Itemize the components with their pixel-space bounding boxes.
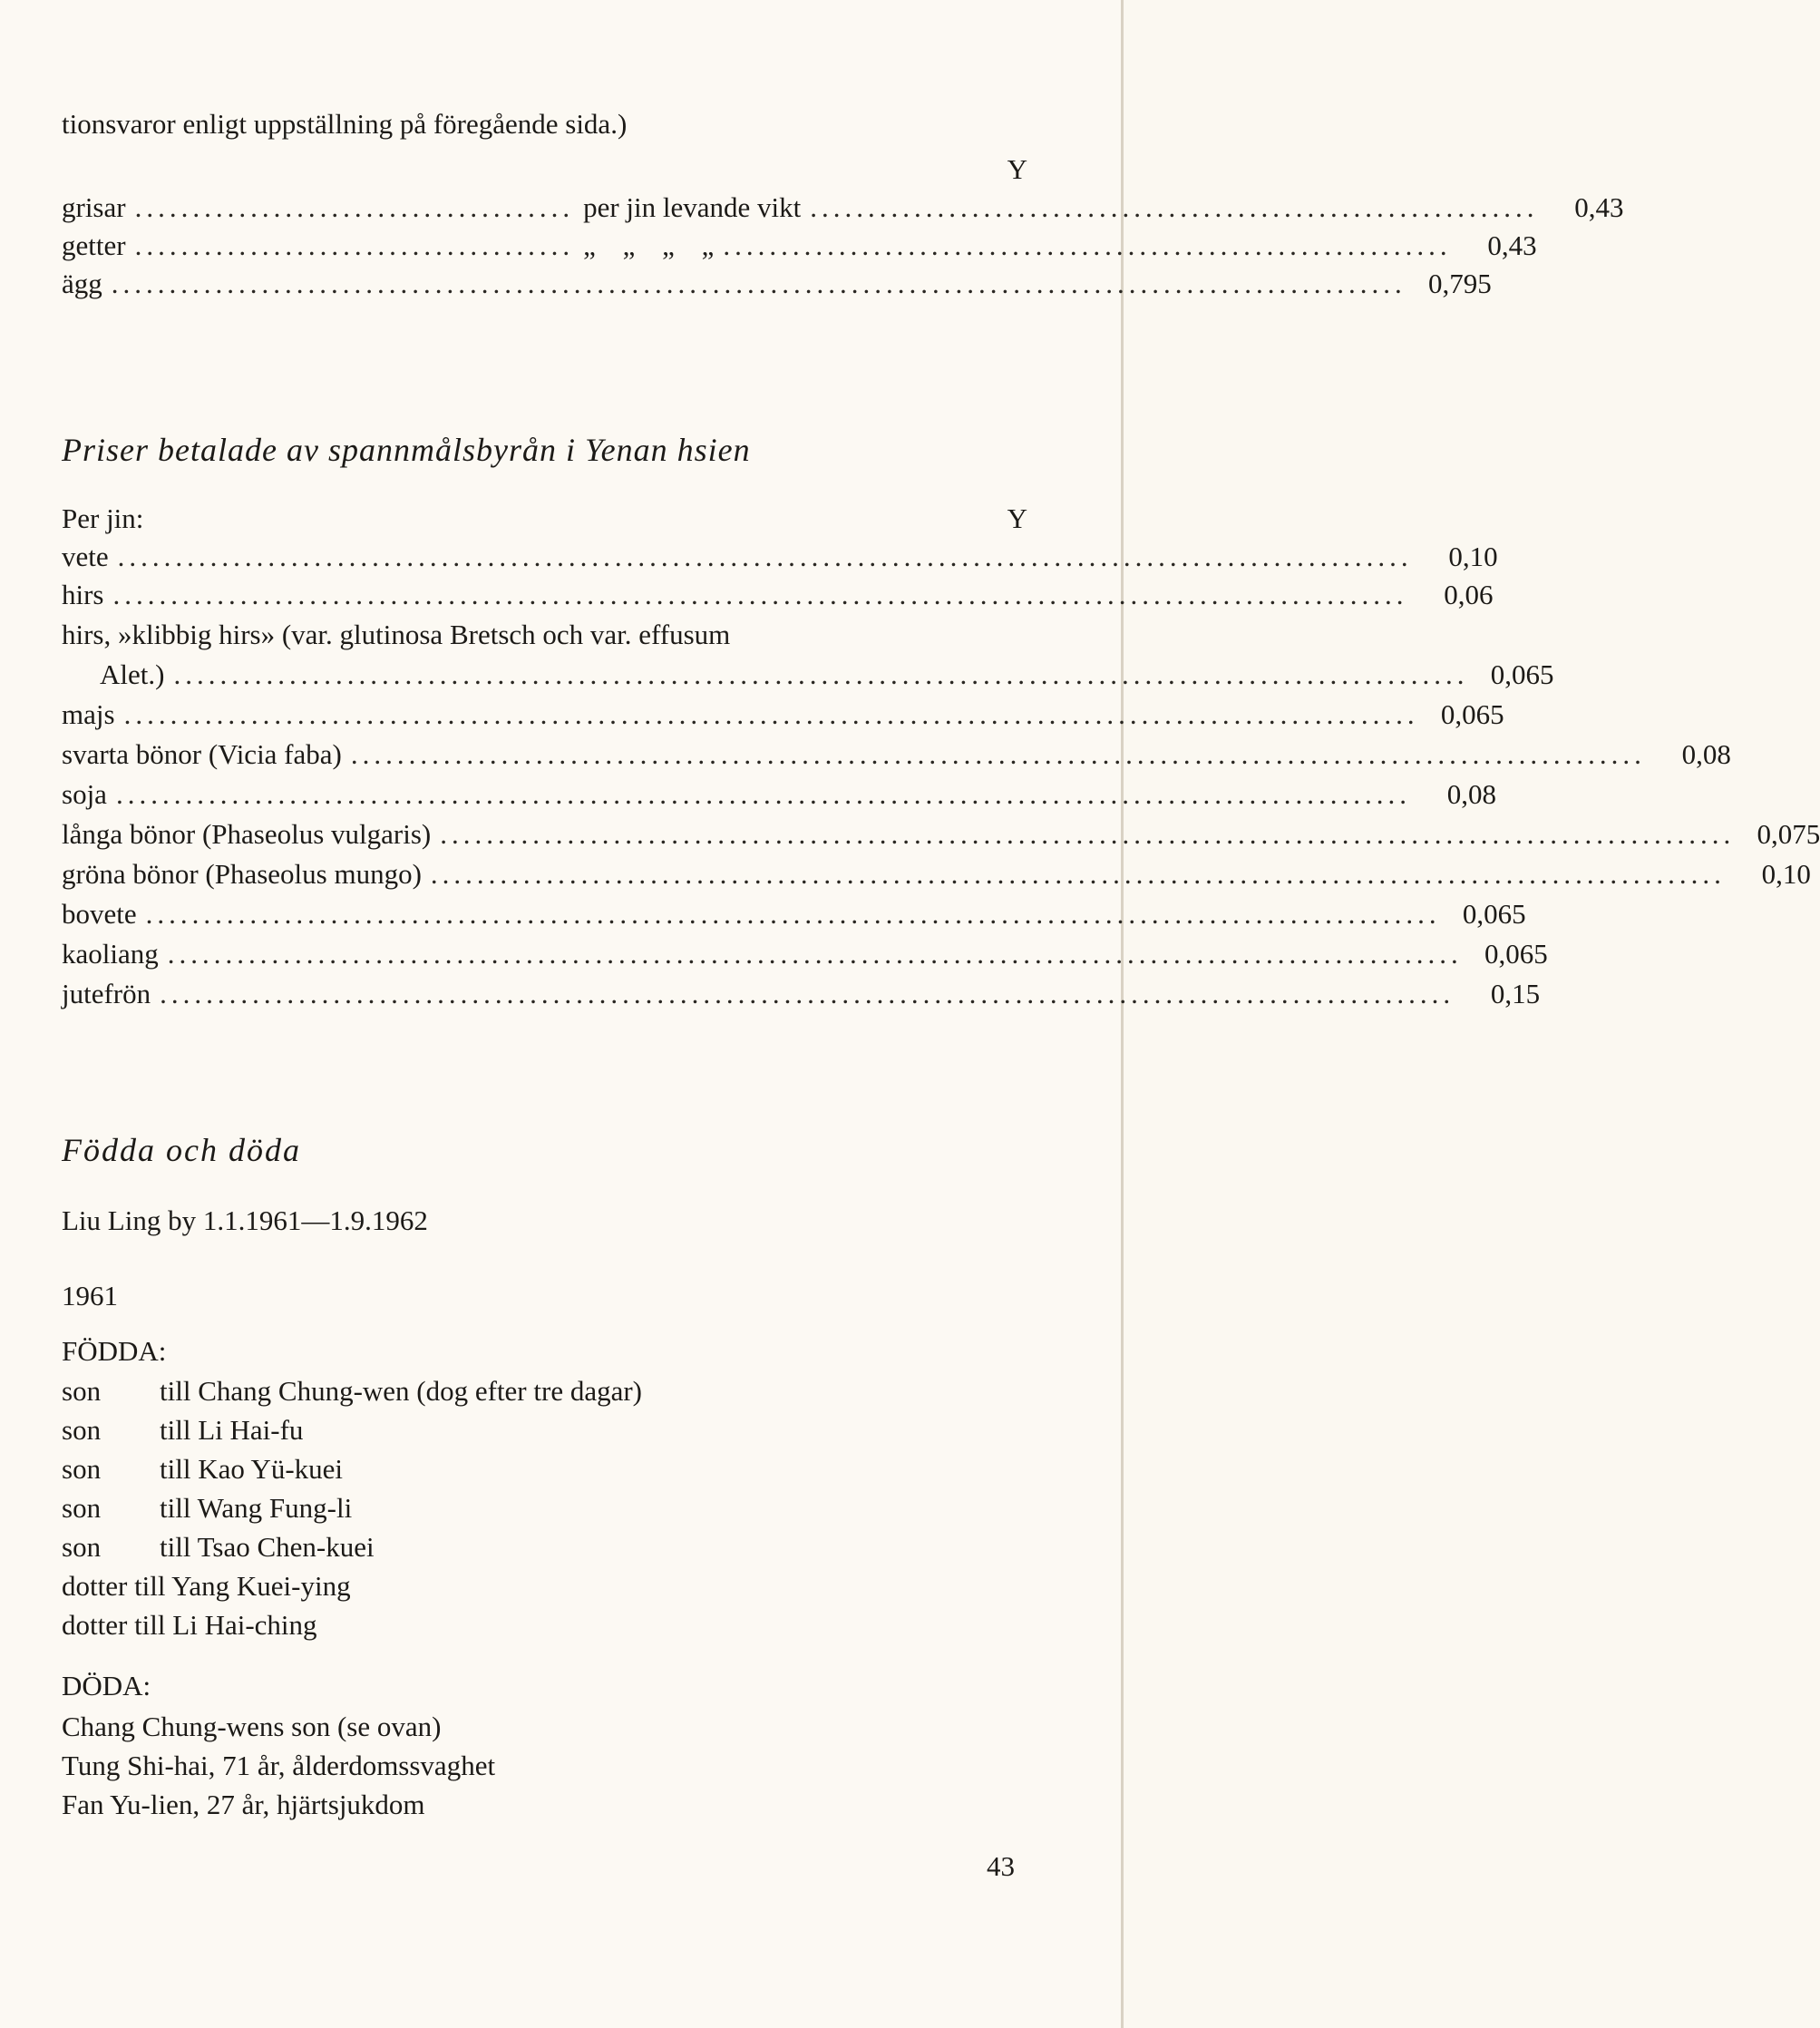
leader-dots: ................................................................................................................ bbox=[430, 858, 1726, 890]
price-row bbox=[62, 974, 1541, 1014]
row-label: grisar bbox=[62, 191, 126, 223]
parent-text: till Wang Fung-li bbox=[160, 1492, 353, 1524]
parent-text: till Yang Kuei-ying bbox=[134, 1570, 351, 1602]
child-kind: dotter bbox=[62, 1609, 128, 1641]
row-value: 0,065 bbox=[1490, 658, 1554, 690]
parent-text: till Kao Yü-kuei bbox=[160, 1453, 344, 1485]
parent-text: till Li Hai-fu bbox=[160, 1414, 304, 1446]
price-row bbox=[62, 537, 1498, 577]
leader-dots: ................................................................................................................ bbox=[123, 698, 1419, 730]
death-entry: Tung Shi-hai, 71 år, ålderdomssvaghet bbox=[62, 1750, 496, 1781]
row-label: hirs bbox=[62, 579, 104, 610]
row-label: majs bbox=[62, 698, 115, 730]
price-row bbox=[62, 814, 1820, 854]
leader-dots: ................................................................................................................ bbox=[167, 938, 1463, 970]
unit-header: Y bbox=[1007, 502, 1027, 534]
row-label: jutefrön bbox=[62, 978, 151, 1009]
price-row bbox=[62, 226, 1537, 266]
price-row bbox=[62, 188, 1624, 228]
child-kind: son bbox=[62, 1375, 102, 1407]
leader-dots: ...................................... bbox=[134, 191, 575, 223]
birth-entry bbox=[62, 1488, 1027, 1528]
parent-text: till Li Hai-ching bbox=[134, 1609, 317, 1641]
leader-dots: ...................................... bbox=[134, 229, 575, 261]
leader-dots: ................................................................................................................ bbox=[173, 658, 1469, 690]
leader-dots: ............................................................... bbox=[723, 229, 1452, 261]
price-row bbox=[62, 854, 1811, 894]
village-period: Liu Ling by 1.1.1961—1.9.1962 bbox=[62, 1204, 428, 1236]
price-row bbox=[62, 735, 1731, 775]
leader-dots: ................................................................................................................ bbox=[112, 579, 1408, 610]
parent-text: till Tsao Chen-kuei bbox=[160, 1531, 375, 1563]
birth-entry bbox=[62, 1410, 1027, 1450]
year-label: 1961 bbox=[62, 1280, 118, 1311]
birth-entry bbox=[62, 1449, 1027, 1489]
born-heading: FÖDDA: bbox=[62, 1335, 167, 1367]
row-value: 0,065 bbox=[1462, 898, 1526, 930]
section-heading: Födda och döda bbox=[62, 1132, 301, 1168]
unit-header: Y bbox=[1007, 153, 1027, 185]
row-label: ägg bbox=[62, 268, 102, 299]
row-value: 0,08 bbox=[1681, 738, 1731, 770]
row-value: 0,10 bbox=[1448, 541, 1498, 572]
per-jin-label: Per jin: bbox=[62, 502, 144, 534]
child-kind: son bbox=[62, 1531, 102, 1563]
leader-dots: ................................................................................................................ bbox=[145, 898, 1441, 930]
row-label: långa bönor (Phaseolus vulgaris) bbox=[62, 818, 432, 850]
leader-dots: ................................................................................................................ bbox=[160, 978, 1455, 1009]
price-row bbox=[62, 264, 1492, 304]
leader-dots: ................................................................................................................ bbox=[117, 541, 1413, 572]
price-row bbox=[62, 695, 1504, 735]
row-note: „ „ „ „ bbox=[583, 229, 715, 261]
row-value: 0,43 bbox=[1574, 191, 1624, 223]
parent-text: till Chang Chung-wen (dog efter tre dagar) bbox=[160, 1375, 642, 1407]
death-entry: Fan Yu-lien, 27 år, hjärtsjukdom bbox=[62, 1789, 425, 1820]
dead-heading: DÖDA: bbox=[62, 1670, 151, 1701]
continuation-text: tionsvaror enligt uppställning på föregående sida.) bbox=[62, 108, 628, 140]
birth-entry bbox=[62, 1527, 1027, 1567]
row-value: 0,075 bbox=[1757, 818, 1820, 850]
row-label: getter bbox=[62, 229, 126, 261]
price-row bbox=[62, 575, 1494, 615]
leader-dots: ................................................................................................................ bbox=[111, 268, 1406, 299]
price-row bbox=[62, 934, 1548, 974]
price-row-label: hirs, »klibbig hirs» (var. glutinosa Bretsch och var. effusum bbox=[62, 619, 731, 650]
row-label: soja bbox=[62, 778, 107, 810]
row-label: kaoliang bbox=[62, 938, 159, 970]
leader-dots: ................................................................................................................ bbox=[115, 778, 1411, 810]
row-value: 0,15 bbox=[1490, 978, 1541, 1009]
birth-entry bbox=[62, 1371, 1027, 1411]
page-number: 43 bbox=[987, 1850, 1015, 1882]
child-kind: son bbox=[62, 1492, 102, 1524]
leader-dots: ................................................................................................................ bbox=[440, 818, 1736, 850]
row-value: 0,10 bbox=[1761, 858, 1811, 890]
leader-dots: ............................................................... bbox=[810, 191, 1539, 223]
row-label: gröna bönor (Phaseolus mungo) bbox=[62, 858, 422, 890]
price-row bbox=[62, 894, 1526, 934]
death-entry: Chang Chung-wens son (se ovan) bbox=[62, 1711, 442, 1742]
child-kind: dotter bbox=[62, 1570, 128, 1602]
row-value: 0,43 bbox=[1487, 229, 1537, 261]
row-value: 0,065 bbox=[1484, 938, 1548, 970]
row-label: Alet.) bbox=[100, 658, 165, 690]
birth-entry bbox=[62, 1566, 1027, 1606]
row-value: 0,08 bbox=[1446, 778, 1496, 810]
birth-entry bbox=[62, 1605, 1027, 1645]
row-value: 0,06 bbox=[1444, 579, 1494, 610]
child-kind: son bbox=[62, 1453, 102, 1485]
leader-dots: ................................................................................................................ bbox=[350, 738, 1646, 770]
row-label: svarta bönor (Vicia faba) bbox=[62, 738, 342, 770]
price-row bbox=[62, 775, 1496, 814]
price-row bbox=[62, 655, 1554, 695]
row-value: 0,065 bbox=[1440, 698, 1504, 730]
child-kind: son bbox=[62, 1414, 102, 1446]
section-heading: Priser betalade av spannmålsbyrån i Yenan hsien bbox=[62, 432, 751, 468]
row-note: per jin levande vikt bbox=[583, 191, 802, 223]
row-label: vete bbox=[62, 541, 109, 572]
row-value: 0,795 bbox=[1428, 268, 1492, 299]
row-label: bovete bbox=[62, 898, 137, 930]
